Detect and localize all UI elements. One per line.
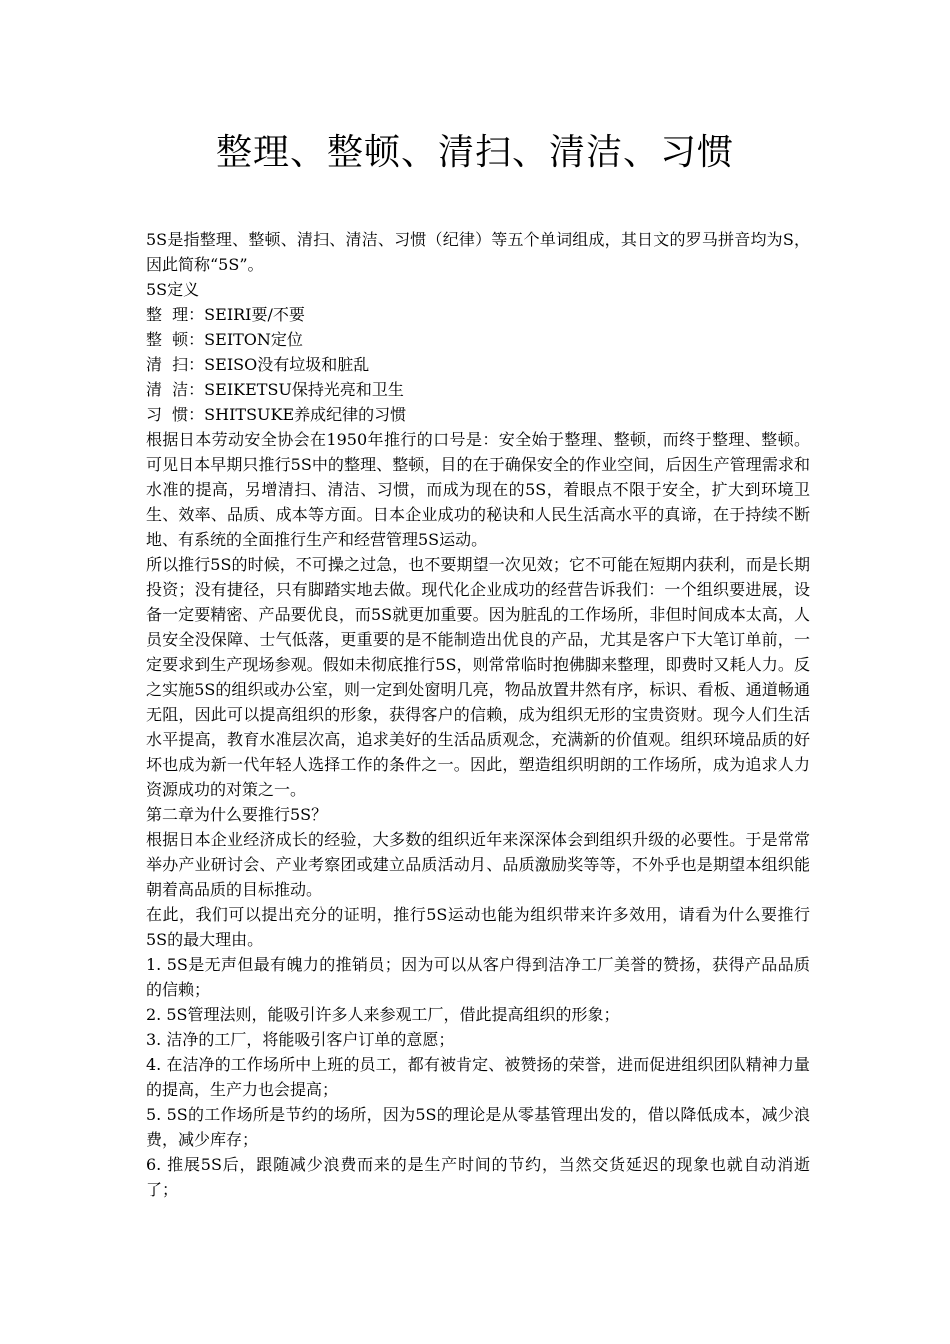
- definition-seiketsu: 清 洁：SEIKETSU保持光亮和卫生: [146, 380, 404, 399]
- chapter2-heading: 第二章为什么要推行5S？: [146, 805, 328, 824]
- reason-item-1: 1. 5S是无声但最有魄力的推销员；因为可以从客户得到洁净工厂美誉的赞扬，获得产品品质的信赖；: [146, 955, 810, 999]
- reason-item-4: 4. 在洁净的工作场所中上班的员工，都有被肯定、被赞扬的荣誉，进而促进组织团队精神力量的提高，生产力也会提高；: [146, 1055, 810, 1099]
- definition-seiton: 整 顿：SEITON定位: [146, 330, 303, 349]
- definition-shitsuke: 习 惯：SHITSUKE养成纪律的习惯: [146, 405, 407, 424]
- definition-heading: 5S定义: [146, 280, 200, 299]
- definition-seiso: 清 扫：SEISO没有垃圾和脏乱: [146, 355, 370, 374]
- intro-paragraph: 5S是指整理、整顿、清扫、清洁、习惯（纪律）等五个单词组成，其日文的罗马拼音均为S，因此简称“5S”。: [146, 230, 810, 274]
- reason-item-5: 5. 5S的工作场所是节约的场所，因为5S的理论是从零基管理出发的，借以降低成本，减少浪费，减少库存；: [146, 1105, 810, 1149]
- reason-item-6: 6. 推展5S后，跟随减少浪费而来的是生产时间的节约，当然交货延迟的现象也就自动消逝了；: [146, 1155, 810, 1199]
- history-paragraph: 根据日本劳动安全协会在1950年推行的口号是：安全始于整理、整顿，而终于整理、整顿。可见日本早期只推行5S中的整理、整顿，目的在于确保安全的作业空间，后因生产管理需求和水准的提高，另增清扫、清洁、习惯，而成为现在的5S，着眼点不限于安全，扩大到环境卫生、效率、品质、成本等方面。日本企业成功的秘诀和人民生活高水平的真谛，在于持续不断地、有系统的全面推行生产和经营管理5S运动。: [146, 430, 810, 549]
- reason-item-3: 3. 洁净的工厂，将能吸引客户订单的意愿；: [146, 1030, 455, 1049]
- longterm-paragraph: 所以推行5S的时候，不可操之过急，也不要期望一次见效；它不可能在短期内获利，而是长期投资；没有捷径，只有脚踏实地去做。现代化企业成功的经营告诉我们：一个组织要进展，设备一定要精密、产品要优良，而5S就更加重要。因为脏乱的工作场所，非但时间成本太高，人员安全没保障、士气低落，更重要的是不能制造出优良的产品，尤其是客户下大笔订单前，一定要求到生产现场参观。假如未彻底推行5S，则常常临时抱佛脚来整理，即费时又耗人力。反之实施5S的组织或办公室，则一定到处窗明几亮，物品放置井然有序，标识、看板、通道畅通无阻，因此可以提高组织的形象，获得客户的信赖，成为组织无形的宝贵资财。现今人们生活水平提高，教育水准层次高，追求美好的生活品质观念，充满新的价值观。组织环境品质的好坏也成为新一代年轻人选择工作的条件之一。因此，塑造组织明朗的工作场所，成为追求人力资源成功的对策之一。: [146, 555, 810, 799]
- chapter2-paragraph: 根据日本企业经济成长的经验，大多数的组织近年来深深体会到组织升级的必要性。于是常常举办产业研讨会、产业考察团或建立品质活动月、品质激励奖等等，不外乎也是期望本组织能朝着高品质的目标推动。: [146, 830, 810, 899]
- reason-item-2: 2. 5S管理法则，能吸引许多人来参观工厂，借此提高组织的形象；: [146, 1005, 620, 1024]
- definition-seiri: 整 理：SEIRI要/不要: [146, 305, 305, 324]
- reasons-intro-paragraph: 在此，我们可以提出充分的证明，推行5S运动也能为组织带来许多效用，请看为什么要推行5S的最大理由。: [146, 905, 810, 949]
- document-body: [146, 227, 810, 1202]
- document-title: 整理、整顿、清扫、清洁、习惯: [215, 132, 734, 173]
